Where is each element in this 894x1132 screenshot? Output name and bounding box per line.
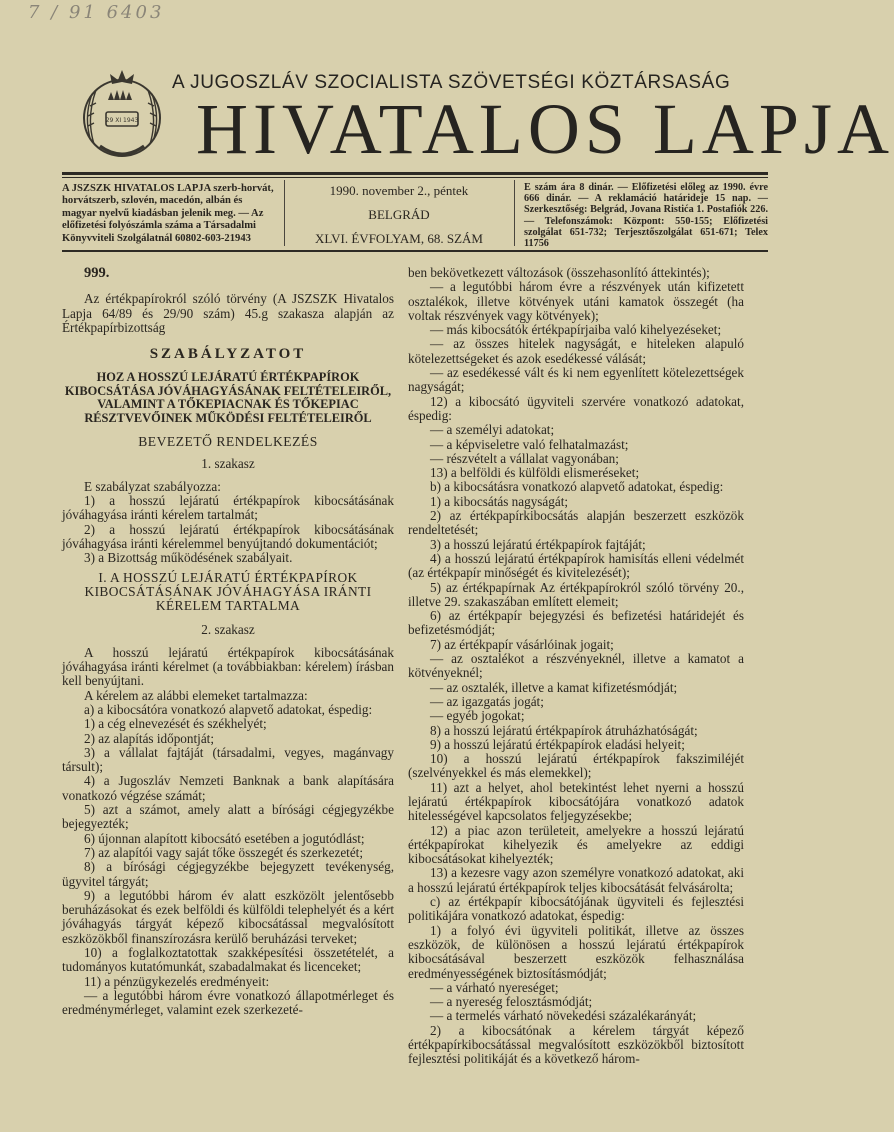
paragraph: 6) az értékpapír bejegyzési és befizetési határidejét és befizetésmódját; [408, 608, 744, 638]
paragraph: 1) a folyó évi ügyviteli politikát, illetve az összes eszközök, de különösen a hosszú lejáratú értékpapírok kibocsátásával beszerzett eszközök felhasználása eredményességének biztosításmódját; [408, 922, 744, 981]
svg-text:29 XI 1943: 29 XI 1943 [105, 117, 139, 124]
paragraph: — a személyi adatokat; [430, 422, 555, 438]
paragraph: 13) a belföldi és külföldi elismeréseket; [430, 465, 640, 481]
paragraph: 12) a piac azon területeit, amelyekre a hosszú lejáratú értékpapírokat kihelyezik és amelyekre az eddigi kibocsátásokat kihelyezték; [408, 822, 744, 867]
paragraph: 7) az értékpapír vásárlóinak jogait; [430, 636, 614, 652]
paragraph: — más kibocsátók értékpapírjaiba való kihelyezéseket; [430, 322, 722, 338]
paragraph: 2) a hosszú lejáratú értékpapírok kibocsátásának jóváhagyása iránti kérelemmel benyújtandó dokumentációt; [62, 521, 394, 551]
paragraph: 2) a kibocsátónak a kérelem tárgyát képező értékpapírkibocsátással megvalósított eszközökből biztosított fejlesztési politikáját és a következő három- [408, 1022, 744, 1067]
preamble: Az értékpapírokról szóló törvény (A JSZSZK Hivatalos Lapja 64/89 és 29/90 szám) 45.g szakasza alapján az Értékpapírbizottság [62, 291, 394, 335]
paragraph: 8) a bírósági cégjegyzékbe bejegyzett tevékenység, ügyvitel tárgyát; [62, 859, 394, 889]
paragraph: 8) a hosszú lejáratú értékpapírok átruházhatóságát; [430, 722, 698, 738]
paragraph: A kérelem az alábbi elemeket tartalmazza: [84, 687, 308, 703]
document-number: 999. [84, 265, 110, 281]
paragraph: 9) a legutóbbi három év alatt eszközölt jelentősebb beruházásokat és ezek belföldi és külföldi telephelyét és a kért jóváhagyás tárgyát képező kibocsátással megvalósított eszközökből finanszírozásra kerülő beruházási terveket; [62, 887, 394, 946]
paragraph: — az összes hitelek nagyságát, e hiteleken alapuló kötelezettségeket és azok esedékessé válását; [408, 336, 744, 366]
paragraph: — részvételt a vállalat vagyonában; [430, 450, 619, 466]
corner-handwritten-note: 7 / 91 6403 [28, 2, 165, 23]
paragraph: 4) a hosszú lejáratú értékpapírok hamisítás elleni védelmét (az értékpapír minőségét és kivitelezését); [408, 550, 744, 581]
paragraph: — a várható nyereséget; [430, 979, 559, 995]
paragraph: — a nyereség felosztásmódját; [430, 994, 593, 1010]
section-heading-intro: BEVEZETŐ RENDELKEZÉS [138, 434, 318, 450]
paragraph: c) az értékpapír kibocsátójának ügyviteli és fejlesztési politikájára vonatkozó adatokat, éspedig: [408, 894, 744, 924]
paragraph: — az igazgatás jogát; [430, 693, 544, 709]
paragraph: ben bekövetkezett változások (összehasonlító áttekintés); [408, 265, 710, 280]
paragraph: — a termelés várható növekedési százalékarányát; [430, 1008, 697, 1024]
subscription-info: A JSZSZK HIVATALOS LAPJA szerb-horvát, horvátszerb, szlovén, macedón, albán és magyar nyelvű kiadásban jelenik meg. — Az előfizetési folyószámla száma a Társadalmi Könyvviteli Szolgálatnál 60802-603-21943 [62, 183, 274, 244]
paragraph: — a legutóbbi három évre a részvények után kifizetett osztalékok, illetve kötvények utáni kamatok összegét (ha voltak részvények vagy kötvények); [408, 279, 744, 323]
paragraph: 11) azt a helyet, ahol betekintést lehet nyerni a hosszú lejáratú értékpapírok kibocsátójára vonatkozó adatok hitelességével kapcsolatos feljegyzésekbe; [408, 779, 744, 824]
paragraph: 6) újonnan alapított kibocsátó esetében a jogutódlást; [84, 830, 365, 846]
masthead-title: HIVATALOS LAPJA [196, 89, 894, 169]
paragraph: A hosszú lejáratú értékpapírok kibocsátásának jóváhagyása iránti kérelmet (a továbbiakban: kérelem) írásban kell benyújtani. [62, 644, 394, 689]
article-2-heading: 2. szakasz [201, 622, 255, 638]
issue-number: XLVI. ÉVFOLYAM, 68. SZÁM [315, 231, 483, 246]
masthead-rule-thin [62, 177, 768, 178]
paragraph: b) a kibocsátásra vonatkozó alapvető adatokat, éspedig: [430, 479, 724, 495]
paragraph: — az esedékessé vált és ki nem egyenlített kötelezettségek nagyságát; [408, 365, 744, 395]
paragraph: 9) a hosszú lejáratú értékpapírok eladási helyeit; [430, 736, 685, 752]
masthead-rule-thick [62, 172, 768, 175]
state-emblem-icon [76, 66, 168, 166]
paragraph: 5) az értékpapírnak Az értékpapírokról szóló törvény 20., illetve 29. szakaszában említett elemeit; [408, 579, 744, 609]
header-bottom-rule [62, 250, 768, 252]
paragraph: — a legutóbbi három évre vonatkozó állapotmérleget és eredménymérleget, valamint ezek szerkezeté- [62, 987, 394, 1018]
price-contact-info: E szám ára 8 dinár. — Előfizetési előleg az 1990. évre 666 dinár. — A reklamáció határideje 15 nap. — Szerkesztőség: Belgrád, Jovana Ristića 1. Postafiók 226. — Telefonszámok: Központ: 550-155; Előfizetési szolgálat 651-732; Terjesztőszolgálat 651-671; Telex 11756 [524, 182, 768, 250]
header-divider-left [284, 180, 285, 246]
paragraph: 12) a kibocsátó ügyviteli szervére vonatkozó adatokat, éspedig: [408, 393, 744, 423]
regulation-subtitle: HOZ A HOSSZÚ LEJÁRATÚ ÉRTÉKPAPÍROK KIBOCSÁTÁSA JÓVÁHAGYÁSÁNAK FELTÉTELEIRŐL, VALAMINT A TŐKEPIACNAK ÉS TŐKEPIAC RÉSZTVEVŐINEK MŰKÖDÉSI FELTÉTELEIRŐL [64, 370, 392, 425]
left-column [62, 266, 394, 1018]
paragraph: 1) a hosszú lejáratú értékpapírok kibocsátásának jóváhagyása iránti kérelem tartalmát; [62, 493, 394, 523]
issue-info [294, 183, 504, 255]
paragraph: — az osztalék, illetve a kamat kifizetésmódját; [430, 679, 678, 695]
part-1-heading: I. A HOSSZÚ LEJÁRATÚ ÉRTÉKPAPÍROK KIBOCSÁTÁSÁNAK JÓVÁHAGYÁSA IRÁNTI KÉRELEM TARTALMA [84, 570, 372, 614]
paragraph: 4) a Jugoszláv Nemzeti Banknak a bank alapítására vonatkozó végzése számát; [62, 773, 394, 803]
issue-place: BELGRÁD [368, 207, 430, 222]
header-divider-right [514, 180, 515, 246]
paragraph: a) a kibocsátóra vonatkozó alapvető adatokat, éspedig: [84, 701, 373, 717]
paragraph: 2) az értékpapírkibocsátás alapján beszerzett eszközök rendeltetését; [408, 508, 744, 538]
paragraph: 7) az alapítói vagy saját tőke összegét és szerkezetét; [84, 844, 364, 860]
right-column [408, 266, 744, 1067]
paragraph: E szabályzat szabályozza: [84, 478, 221, 494]
paragraph: 2) az alapítás időpontját; [84, 730, 215, 746]
regulation-title: SZABÁLYZATOT [149, 346, 307, 363]
paragraph: 1) a cég elnevezését és székhelyét; [84, 716, 267, 732]
article-1-heading: 1. szakasz [201, 456, 255, 472]
paragraph: 5) azt a számot, amely alatt a bírósági cégjegyzékbe bejegyezték; [62, 802, 394, 832]
paragraph: 3) a Bizottság működésének szabályait. [84, 550, 293, 566]
paragraph: 13) a kezesre vagy azon személyre vonatkozó adatokat, aki a hosszú lejáratú értékpapírok teljes kibocsátását felvásárolta; [408, 865, 744, 895]
issue-date: 1990. november 2., péntek [329, 183, 469, 198]
paragraph: 3) a hosszú lejáratú értékpapírok fajtáját; [430, 536, 646, 552]
paragraph: 10) a foglalkoztatottak szakképesítési összetételét, a tudományos kutatómunkát, szabadalmakat és licenceket; [62, 945, 394, 975]
masthead-country-line: A JUGOSZLÁV SZOCIALISTA SZÖVETSÉGI KÖZTÁRSASÁG [172, 72, 731, 93]
paragraph: — egyéb jogokat; [430, 708, 525, 724]
paragraph: — a képviseletre való felhatalmazást; [430, 436, 629, 452]
paragraph: 10) a hosszú lejáratú értékpapírok fakszimiléjét (szelvényekkel és más elemekkel); [408, 751, 744, 781]
paragraph: 11) a pénzügykezelés eredményeit: [84, 973, 270, 989]
paragraph: — az osztalékot a részvényeknél, illetve a kamatot a kötvényeknél; [408, 651, 744, 681]
paragraph: 1) a kibocsátás nagyságát; [430, 493, 569, 509]
paragraph: 3) a vállalat fajtáját (társadalmi, vegyes, magánvagy társult); [62, 744, 394, 775]
